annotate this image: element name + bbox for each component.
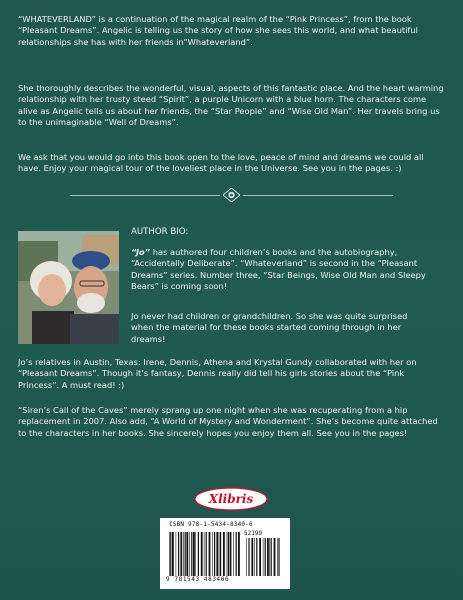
barcode-bar (228, 532, 229, 576)
author-bio-heading: AUTHOR BIO: (131, 227, 189, 237)
barcode-bar (220, 532, 221, 576)
author-bio-paragraph-2: Jo never had children or grandchildren. So she was quite surprised when the material for these books started coming through in her dreams! (131, 311, 408, 344)
isbn-number: ISBN 978-1-5434-8340-6 (169, 521, 253, 528)
barcode-bar (169, 532, 170, 576)
barcode-bar (209, 532, 211, 576)
barcode-bar (248, 538, 249, 576)
barcode-bar (271, 538, 272, 576)
barcode-bar (216, 532, 218, 576)
ean-bars (169, 532, 241, 576)
intro-paragraph-1: “WHATEVERLAND” is a continuation of the magical realm of the “Pink Princess”, from the book “Pleasant Dreams”. Angelic is telling us the story of how she sees this world, and what beautiful relationships she has with her friends in”Whateverland”. (18, 14, 418, 47)
barcode-bar (256, 538, 257, 576)
barcode-bar (238, 532, 240, 576)
divider-line-left (70, 195, 220, 196)
barcode-bar (212, 532, 213, 576)
barcode-bar (259, 538, 261, 576)
author-name: “Jo” (131, 247, 151, 257)
ean-digits: 9 781543 483406 (166, 576, 230, 583)
barcode-bar (172, 532, 174, 576)
barcode-bar (189, 532, 190, 576)
flower-icon (223, 188, 240, 202)
barcode-bar (236, 532, 237, 576)
barcode-bar (193, 532, 195, 576)
addon-bars (246, 538, 280, 576)
barcode-bar (170, 532, 171, 576)
relatives-paragraph: Jo’s relatives in Austin, Texas: Irene, Dennis, Athena and Krystal Gundy collaborated with her on “Pleasant Dreams”. Though it’s fantasy, Dennis really did tell his girls stories about the “Pink Princess”. A must read! :) (18, 357, 417, 390)
sirens-call-paragraph: “Siren’s Call of the Caves” merely sprang up one night when she was recuperating from a hip replacement in 2007. Also add, “A World of Mystery and Wonderment”. She’s become quite attached to the characters in her books. She sincerely hopes you enjoy them all. See you in the pages! (18, 405, 438, 438)
barcode-bar (251, 538, 253, 576)
barcode-bar (178, 532, 179, 576)
barcode-bar (267, 538, 269, 576)
barcode-bar (183, 532, 184, 576)
barcode-bar (180, 532, 182, 576)
barcode-bar (185, 532, 186, 576)
author-bio-paragraph-1 (131, 247, 431, 292)
intro-paragraph-3: We ask that you would go into this book open to the love, peace of mind and dreams we could all have. Enjoy your magical tour of the loveliest place in the Universe. See you in the pages. :) (18, 152, 424, 174)
barcode-bar (219, 532, 220, 576)
barcode-bar (191, 532, 192, 576)
barcode-bar (223, 532, 225, 576)
barcode-bar (263, 538, 264, 576)
barcode-bar (269, 538, 270, 576)
xlibris-logo (194, 487, 268, 511)
barcode-bar (201, 532, 203, 576)
divider-line-right (243, 195, 393, 196)
barcode-bar (274, 538, 276, 576)
barcode-bar (254, 538, 255, 576)
barcode-bar (214, 532, 215, 576)
barcode-bar (206, 532, 207, 576)
price-code: 52199 (244, 530, 263, 537)
barcode-bar (176, 532, 177, 576)
isbn-barcode (160, 518, 290, 589)
logo-text: Xlibris (208, 492, 254, 506)
barcode-bar (233, 532, 234, 576)
barcode-bar (204, 532, 205, 576)
ornament-divider (0, 188, 463, 202)
barcode-bar (278, 538, 279, 576)
author-photo (18, 231, 119, 344)
author-bio-text: has authored four children’s books and the autobiography, “Accidentally Deliberate”. “Whateverland” is second in the “Pleasant Dreams” series. Number three, “Star Beings, Wise Old Man and Sleepy Bears” is coming soon! (131, 247, 426, 291)
barcode-bar (277, 538, 278, 576)
barcode-bar (195, 532, 196, 576)
barcode-bar (246, 538, 247, 576)
barcode-bar (186, 532, 188, 576)
barcode-bar (230, 532, 232, 576)
barcode-bar (198, 532, 199, 576)
barcode-bar (265, 538, 266, 576)
intro-paragraph-2: She thoroughly describes the wonderful, visual, aspects of this fantastic place. And the heart warming relationship with her trusty steed “Spirit”, a purple Unicorn with a blue horn. The characters come alive as Angelic tells us about her friends, the “Star People” and “Wise Old Man”. Her travels bring us to the unimaginable “Well of Dreams”. (18, 83, 444, 128)
barcode-bar (227, 532, 228, 576)
